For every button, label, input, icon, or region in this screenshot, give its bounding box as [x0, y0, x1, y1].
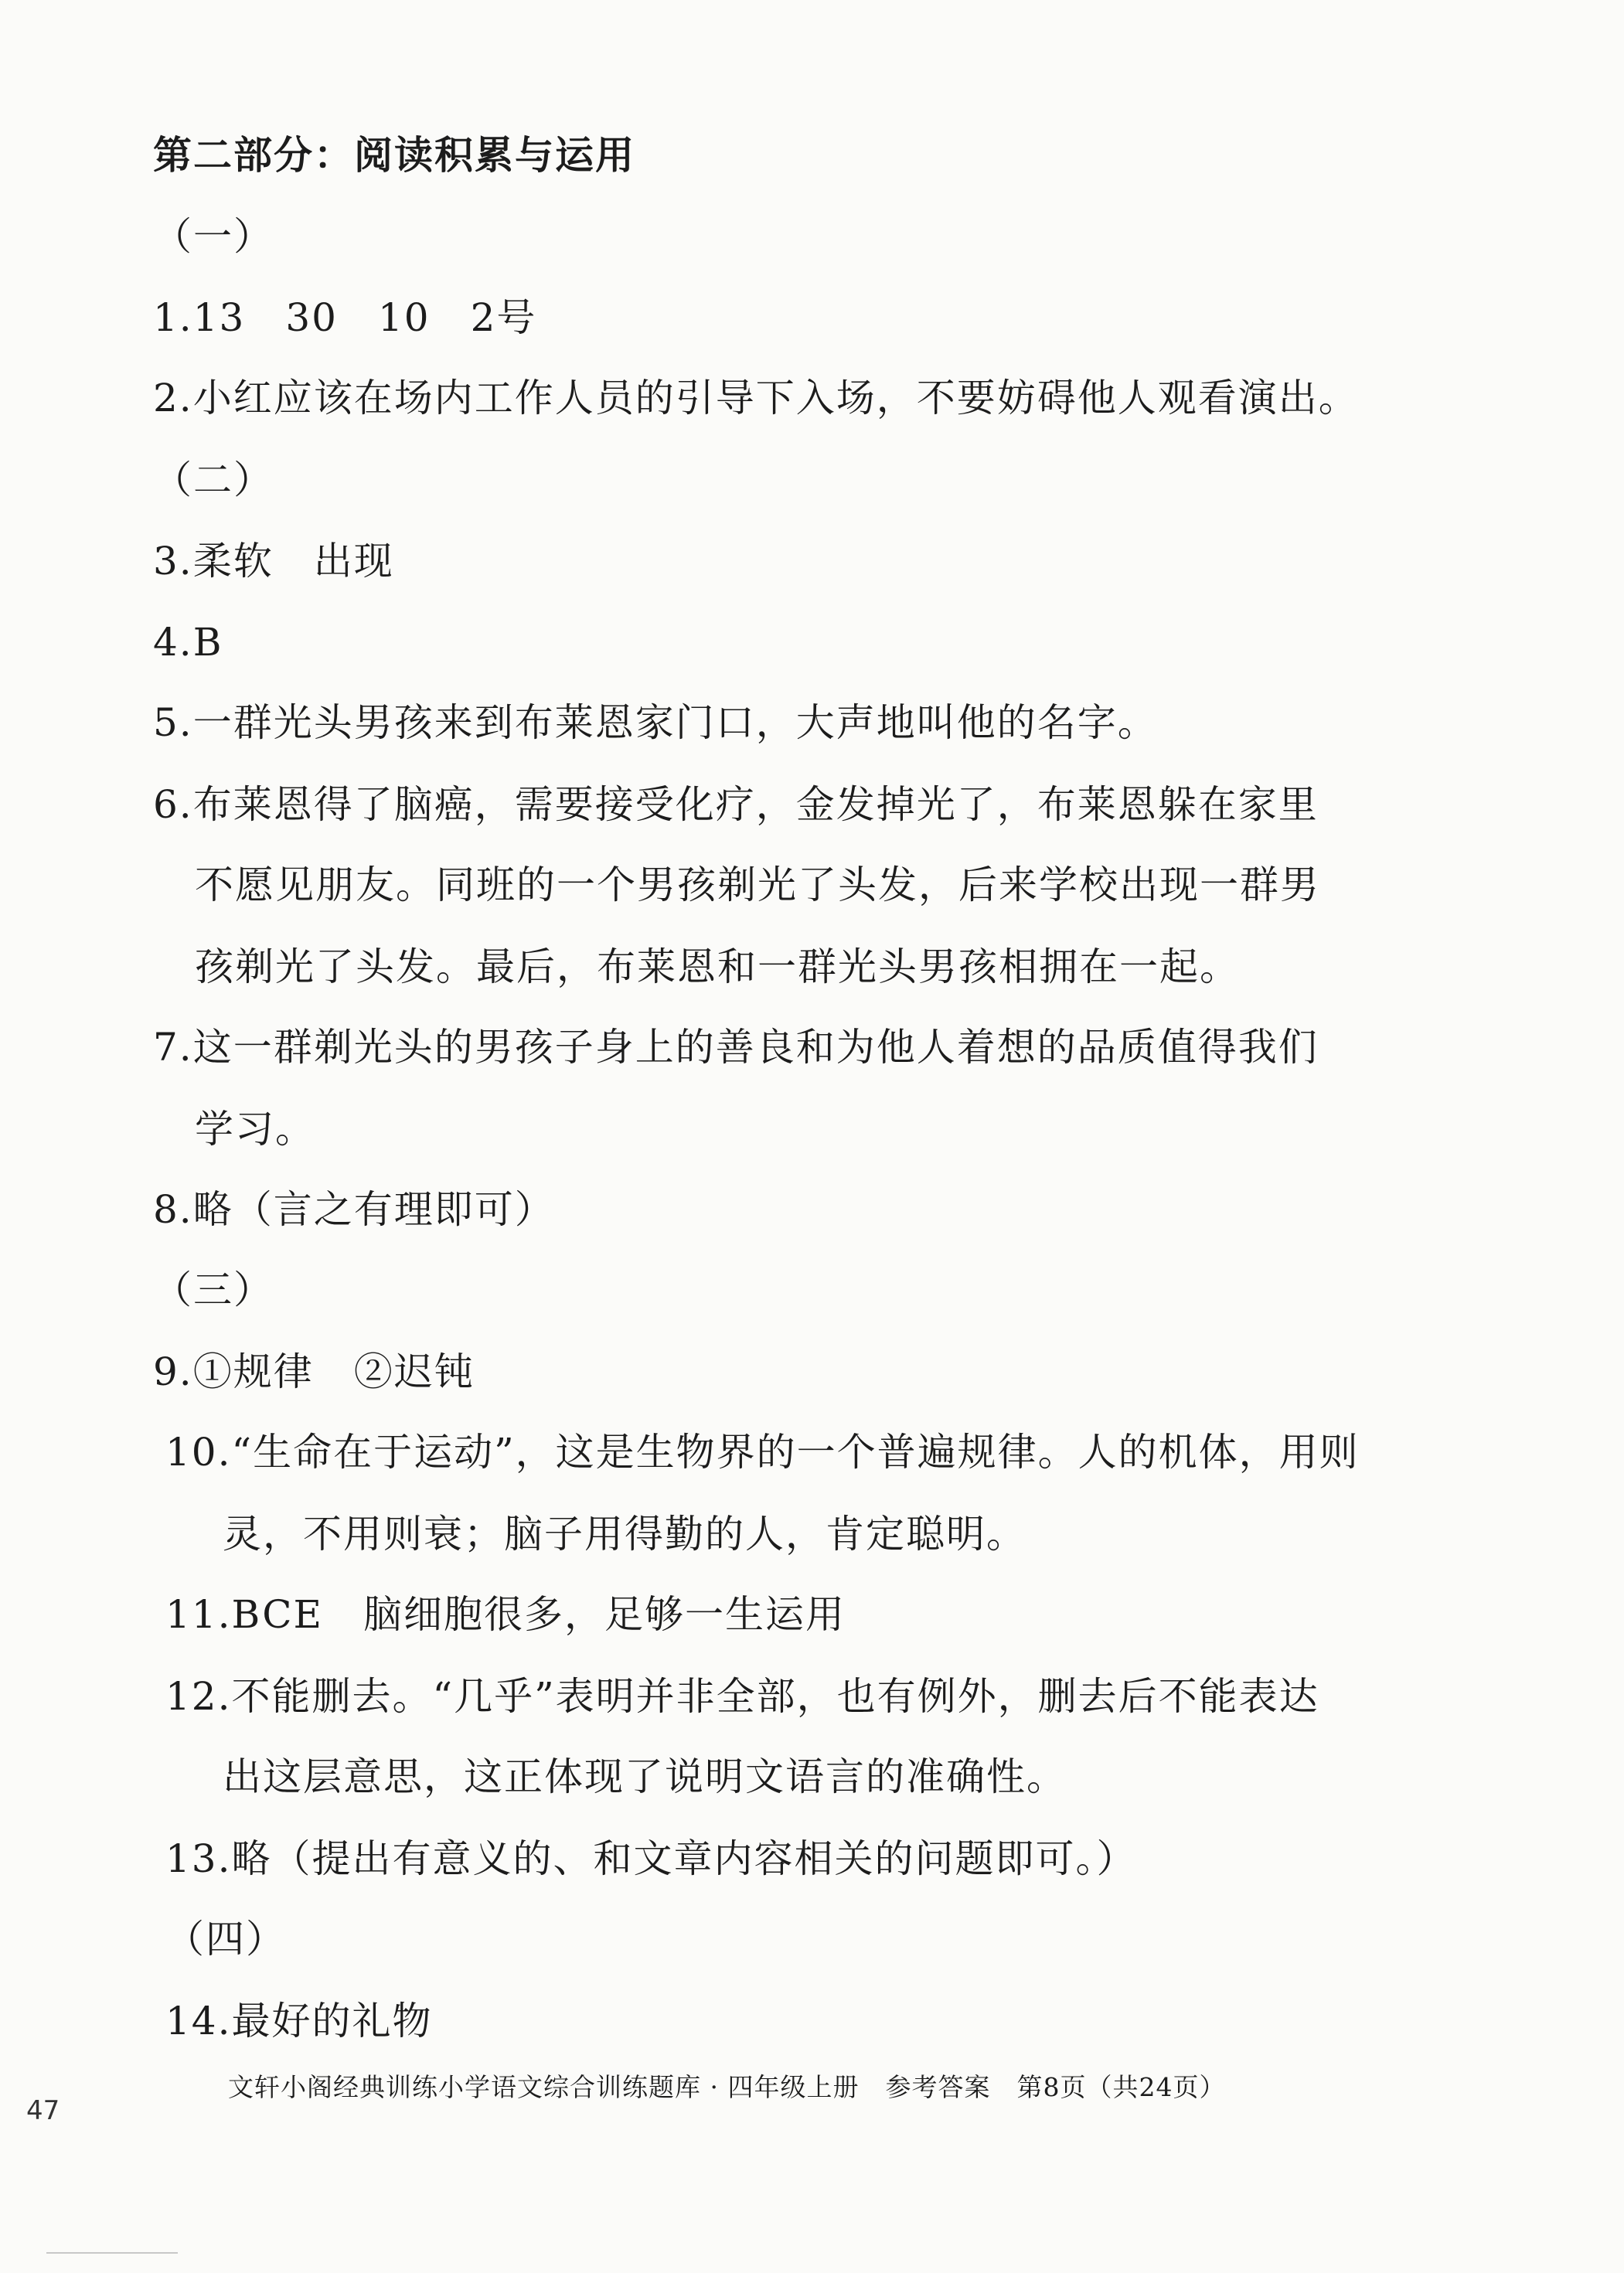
answer-4: 4.B — [153, 620, 223, 665]
answer-10-line-2: 灵，不用则衰；脑子用得勤的人，肯定聪明。 — [223, 1512, 1026, 1557]
subsection-label-2: （二） — [153, 458, 274, 502]
section-title: 第二部分：阅读积累与运用 — [153, 133, 635, 178]
page-footer: 文轩小阁经典训练小学语文综合训练题库 · 四年级上册 参考答案 第8页（共24页） — [228, 2072, 1226, 2102]
answer-5: 5.一群光头男孩来到布莱恩家门口，大声地叫他的名字。 — [153, 700, 1158, 745]
answer-14: 14.最好的礼物 — [165, 1999, 433, 2043]
answer-12-line-2: 出这层意思，这正体现了说明文语言的准确性。 — [223, 1754, 1067, 1799]
answer-3: 3.柔软 出现 — [153, 539, 394, 584]
bottom-rule — [46, 2252, 178, 2254]
answer-11: 11.BCE 脑细胞很多，足够一生运用 — [165, 1592, 846, 1637]
answer-8: 8.略（言之有理即可） — [153, 1187, 555, 1232]
answer-6-line-1: 6.布莱恩得了脑癌，需要接受化疗，金发掉光了，布莱恩躲在家里 — [153, 782, 1319, 827]
answer-7-line-1: 7.这一群剃光头的男孩子身上的善良和为他人着想的品质值得我们 — [153, 1025, 1319, 1070]
answer-9: 9.①规律 ②迟钝 — [153, 1349, 475, 1394]
answer-10-line-1: 10.“生命在于运动”，这是生物界的一个普遍规律。人的机体，用则 — [165, 1430, 1360, 1475]
answer-6-line-3: 孩剃光了头发。最后，布莱恩和一群光头男孩相拥在一起。 — [195, 944, 1240, 989]
answer-1: 1.13 30 10 2号 — [153, 295, 537, 340]
subsection-label-3: （三） — [153, 1268, 274, 1312]
answer-2: 2.小红应该在场内工作人员的引导下入场，不要妨碍他人观看演出。 — [153, 376, 1359, 420]
answer-12-line-1: 12.不能删去。“几乎”表明并非全部，也有例外，删去后不能表达 — [165, 1674, 1319, 1719]
subsection-label-4: （四） — [165, 1917, 286, 1962]
answer-6-line-2: 不愿见朋友。同班的一个男孩剃光了头发，后来学校出现一群男 — [195, 863, 1320, 907]
answer-13: 13.略（提出有意义的、和文章内容相关的问题即可。） — [165, 1836, 1137, 1881]
subsection-label-1: （一） — [153, 214, 274, 259]
page-number: 47 — [26, 2095, 60, 2126]
answer-7-line-2: 学习。 — [195, 1107, 315, 1152]
